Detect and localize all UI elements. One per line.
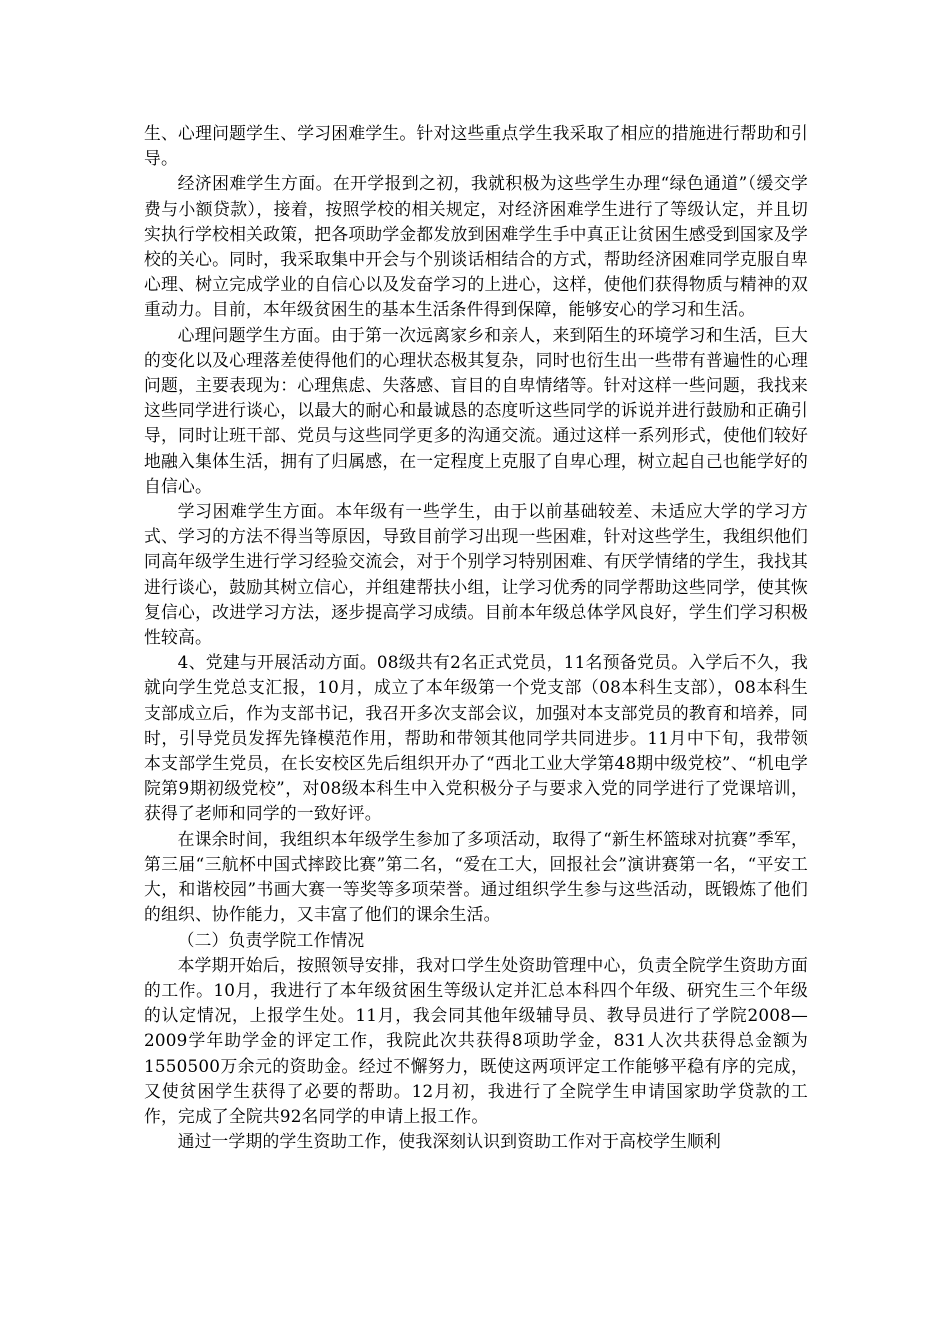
document-body <box>144 121 808 1154</box>
paragraph-aid-reflection: 通过一学期的学生资助工作，使我深刻认识到资助工作对于高校学生顺利 <box>177 1131 721 1152</box>
paragraph-psychological: 心理问题学生方面。由于第一次远离家乡和亲人，来到陌生的环境学习和生活，巨大的变化以及心理落差使得他们的心理状态极其复杂，同时也衍生出一些带有普遍性的心理问题，主要表现为：心理焦虑、失落感、盲目的自卑情绪等。针对这样一些问题，我找来这些同学进行谈心，以最大的耐心和最诚恳的态度听这些同学的诉说并进行鼓励和正确引导，同时让班干部、党员与这些同学更多的沟通交流。通过这样一系列形式，使他们较好地融入集体生活，拥有了归属感，在一定程度上克服了自卑心理，树立起自己也能学好的自信心。 <box>144 324 808 496</box>
paragraph-party-building: 4、党建与开展活动方面。08级共有2名正式党员，11名预备党员。入学后不久，我就向学生党总支汇报，10月，成立了本年级第一个党支部（08本科生支部），08本科生支部成立后，作为支部书记，我召开多次支部会议，加强对本支部党员的教育和培养，同时，引导党员发挥先锋模范作用，帮助和带领其他同学共同进步。11月中下旬，我带领本支部学生党员，在长安校区先后组织开办了“西北工业大学第48期中级党校”、“机电学院第9期初级党校”，对08级本科生中入党积极分子与要求入党的同学进行了党课培训，获得了老师和同学的一致好评。 <box>144 652 808 824</box>
paragraph-college-work: 本学期开始后，按照领导安排，我对口学生处资助管理中心，负责全院学生资助方面的工作。10月，我进行了本年级贫困生等级认定并汇总本科四个年级、研究生三个年级的认定情况，上报学生处。11月，我会同其他年级辅导员、教导员进行了学院2008—2009学年助学金的评定工作，我院此次共获得8项助学金，831人次共获得总金额为1550500万余元的资助金。经过不懈努力，既使这两项评定工作能够平稳有序的完成，又使贫困学生获得了必要的帮助。12月初，我进行了全院学生申请国家助学贷款的工作，完成了全院共92名同学的申请上报工作。 <box>144 954 808 1126</box>
paragraph-key-students: 生、心理问题学生、学习困难学生。针对这些重点学生我采取了相应的措施进行帮助和引导。 <box>144 123 808 169</box>
section-heading-college-work: （二）负责学院工作情况 <box>177 929 365 950</box>
paragraph-financial-aid: 经济困难学生方面。在开学报到之初，我就积极为这些学生办理“绿色通道”（缓交学费与小额贷款），接着，按照学校的相关规定，对经济困难学生进行了等级认定，并且切实执行学校相关政策，把各项助学金都发放到困难学生手中真正让贫困生感受到国家及学校的关心。同时，我采取集中开会与个别谈话相结合的方式，帮助经济困难同学克服自卑心理、树立完成学业的自信心以及发奋学习的上进心，这样，使他们获得物质与精神的双重动力。目前，本年级贫困生的基本生活条件得到保障，能够安心的学习和生活。 <box>144 173 808 320</box>
paragraph-learning-difficulty: 学习困难学生方面。本年级有一些学生，由于以前基础较差、未适应大学的学习方式、学习的方法不得当等原因，导致目前学习出现一些困难，针对这些学生，我组织他们同高年级学生进行学习经验交流会，对于个别学习特别困难、有厌学情绪的学生，我找其进行谈心，鼓励其树立信心，并组建帮扶小组，让学习优秀的同学帮助这些同学，使其恢复信心，改进学习方法，逐步提高学习成绩。目前本年级总体学风良好，学生们学习积极性较高。 <box>144 501 808 648</box>
paragraph-activities: 在课余时间，我组织本年级学生参加了多项活动，取得了“新生杯篮球对抗赛”季军，第三届“三航杯中国式摔跤比赛”第二名，“爱在工大，回报社会”演讲赛第一名，“平安工大，和谐校园”书画大赛一等奖等多项荣誉。通过组织学生参与这些活动，既锻炼了他们的组织、协作能力，又丰富了他们的课余生活。 <box>144 828 808 925</box>
